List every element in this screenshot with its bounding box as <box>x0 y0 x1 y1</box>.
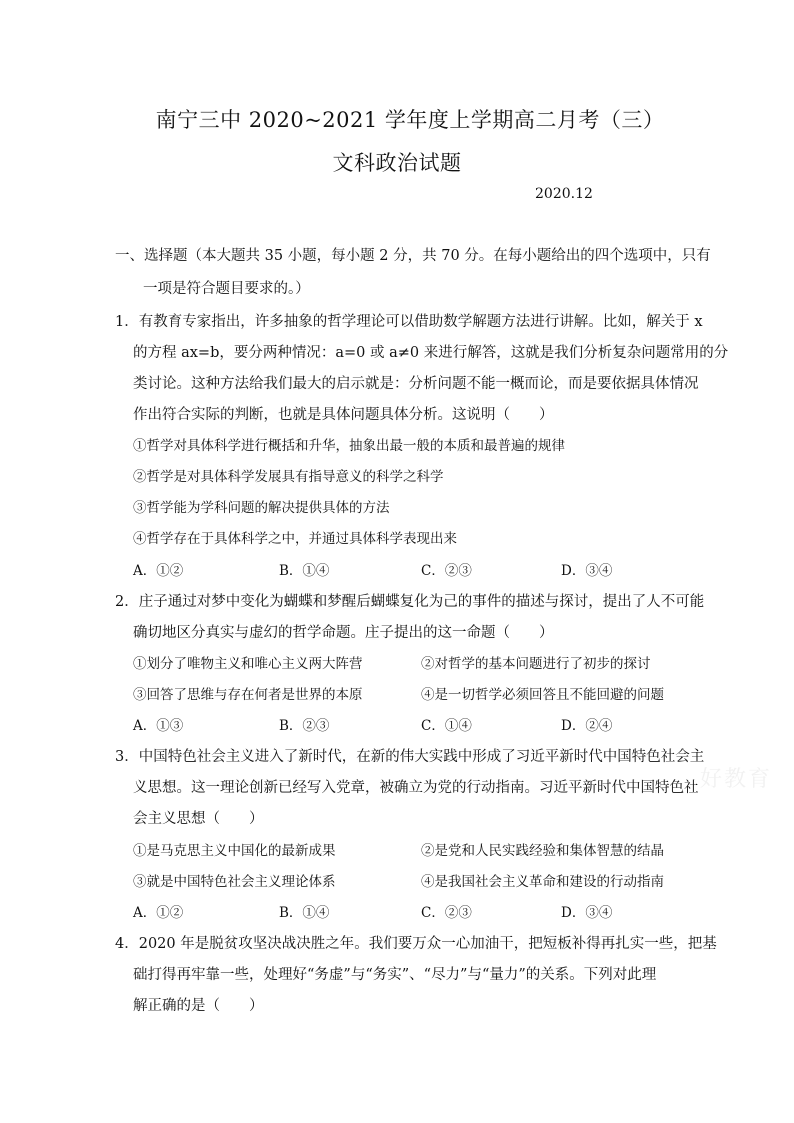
answer-option-d: D．③④ <box>561 905 613 921</box>
watermark: 好教育 <box>700 767 773 792</box>
statement: ①划分了唯物主义和唯心主义两大阵营 <box>133 656 363 672</box>
question-line: 会主义思想（ ） <box>133 811 264 827</box>
statement: ①哲学对具体科学进行概括和升华，抽象出最一般的本质和最普遍的规律 <box>133 438 565 454</box>
question-line: 解正确的是（ ） <box>133 998 264 1014</box>
answer-option-d: D．③④ <box>561 563 613 579</box>
question-line: 义思想。这一理论创新已经写入党章，被确立为党的行动指南。习近平新时代中国特色社 <box>133 780 699 796</box>
statement: ②对哲学的基本问题进行了初步的探讨 <box>421 656 651 672</box>
statement: ③就是中国特色社会主义理论体系 <box>133 874 336 890</box>
exam-subtitle: 文科政治试题 <box>332 151 462 175</box>
section-heading-line1: 一、选择题（本大题共 35 小题，每小题 2 分，共 70 分。在每小题给出的四个选项中，只有 <box>115 248 711 264</box>
question-line: 础打得再牢靠一些，处理好“务虚”与“务实”、“尽力”与“量力”的关系。下列对此理 <box>133 967 657 983</box>
statement: ④是一切哲学必须回答且不能回避的问题 <box>421 687 664 703</box>
statement: ③哲学能为学科问题的解决提供具体的方法 <box>133 500 390 516</box>
statement: ④哲学存在于具体科学之中，并通过具体科学表现出来 <box>133 531 457 547</box>
statement: ④是我国社会主义革命和建设的行动指南 <box>421 874 664 890</box>
question-line: 1．有教育专家指出，许多抽象的哲学理论可以借助数学解题方法进行讲解。比如，解关于 x <box>115 314 703 330</box>
answer-option-d: D．②④ <box>561 718 613 734</box>
answer-option-c: C．②③ <box>421 905 472 921</box>
answer-option-a: A．①③ <box>133 718 184 734</box>
question-line: 4．2020 年是脱贫攻坚决战决胜之年。我们要万众一心加油干，把短板补得再扎实一些，把基 <box>115 936 717 952</box>
question-line: 确切地区分真实与虚幻的哲学命题。庄子提出的这一命题（ ） <box>133 625 554 641</box>
answer-option-a: A．①② <box>133 905 184 921</box>
question-line: 作出符合实际的判断，也就是具体问题具体分析。这说明（ ） <box>133 407 554 423</box>
question-line: 类讨论。这种方法给我们最大的启示就是：分析问题不能一概而论，而是要依据具体情况 <box>133 376 699 392</box>
question-line: 2．庄子通过对梦中变化为蝴蝶和梦醒后蝴蝶复化为己的事件的描述与探讨，提出了人不可能 <box>115 594 705 610</box>
statement: ②哲学是对具体科学发展具有指导意义的科学之科学 <box>133 469 444 485</box>
question-line: 的方程 ax=b，要分两种情况：a=0 或 a≠0 来进行解答，这就是我们分析复杂问题常用的分 <box>133 345 729 361</box>
answer-option-b: B．①④ <box>279 905 330 921</box>
statement: ②是党和人民实践经验和集体智慧的结晶 <box>421 843 664 859</box>
answer-option-b: B．①④ <box>279 563 330 579</box>
statement: ③回答了思维与存在何者是世界的本原 <box>133 687 363 703</box>
question-line: 3．中国特色社会主义进入了新时代，在新的伟大实践中形成了习近平新时代中国特色社会主 <box>115 749 705 765</box>
answer-option-a: A．①② <box>133 563 184 579</box>
answer-option-c: C．①④ <box>421 718 472 734</box>
exam-title: 南宁三中 2020~2021 学年度上学期高二月考（三） <box>155 108 665 132</box>
answer-option-b: B．②③ <box>279 718 330 734</box>
section-heading-line2: 一项是符合题目要求的。） <box>143 281 310 297</box>
statement: ①是马克思主义中国化的最新成果 <box>133 843 336 859</box>
exam-date: 2020.12 <box>535 186 593 202</box>
answer-option-c: C．②③ <box>421 563 472 579</box>
